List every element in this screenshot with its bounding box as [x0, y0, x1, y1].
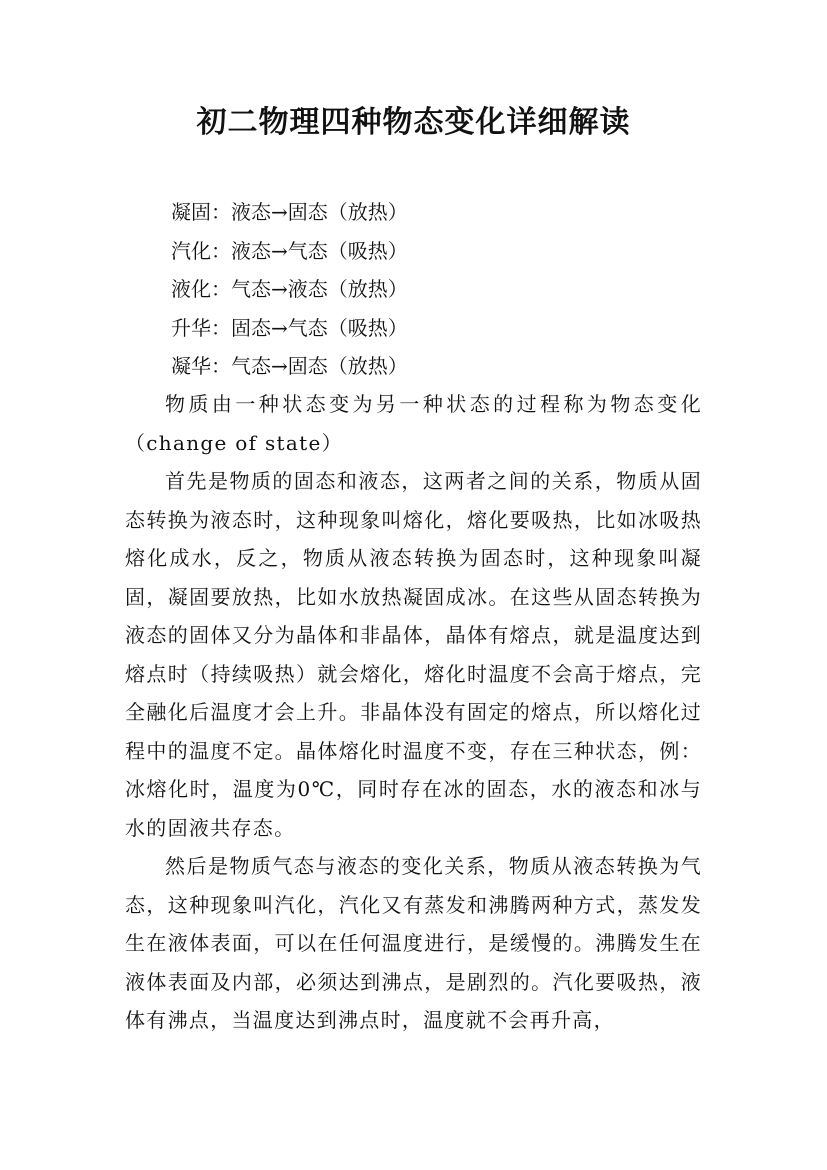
- state-change-item: 凝固：液态→固态（放热）: [171, 200, 408, 224]
- state-change-item: 液化：气态→液态（放热）: [171, 277, 408, 301]
- state-change-list: [171, 193, 711, 386]
- document-title: 初二物理四种物态变化详细解读: [196, 105, 631, 140]
- state-change-item: 凝华：气态→固态（放热）: [171, 354, 408, 378]
- paragraph-gas-liquid: 然后是物质气态与液态的变化关系，物质从液态转换为气态，这种现象叫汽化，汽化又有蒸发和沸腾两种方式，蒸发发生在液体表面，可以在任何温度进行，是缓慢的。沸腾发生在液体表面及内部，必须达到沸点，是剧烈的。汽化要吸热，液体有沸点，当温度达到沸点时，温度就不会再升高，: [125, 854, 702, 1032]
- state-change-item: 汽化：液态→气态（吸热）: [171, 238, 408, 263]
- paragraph-solid-liquid: 首先是物质的固态和液态，这两者之间的关系，物质从固态转换为液态时，这种现象叫熔化，熔化要吸热，比如冰吸热熔化成水，反之，物质从液态转换为固态时，这种现象叫凝固，凝固要放热，比如水放热凝固成冰。在这些从固态转换为液态的固体又分为晶体和非晶体，晶体有熔点，就是温度达到熔点时（持续吸热）就会熔化，熔化时温度不会高于熔点，完全融化后温度才会上升。非晶体没有固定的熔点，所以熔化过程中的温度不定。晶体熔化时温度不变，存在三种状态，例：冰熔化时，温度为0℃，同时存在冰的固态，水的液态和冰与水的固液共存态。: [125, 469, 702, 840]
- body-text: [125, 385, 702, 1040]
- paragraph-definition: 物质由一种状态变为另一种状态的过程称为物态变化（change of state）: [125, 392, 702, 455]
- state-change-item: 升华：固态→气态（吸热）: [171, 315, 408, 340]
